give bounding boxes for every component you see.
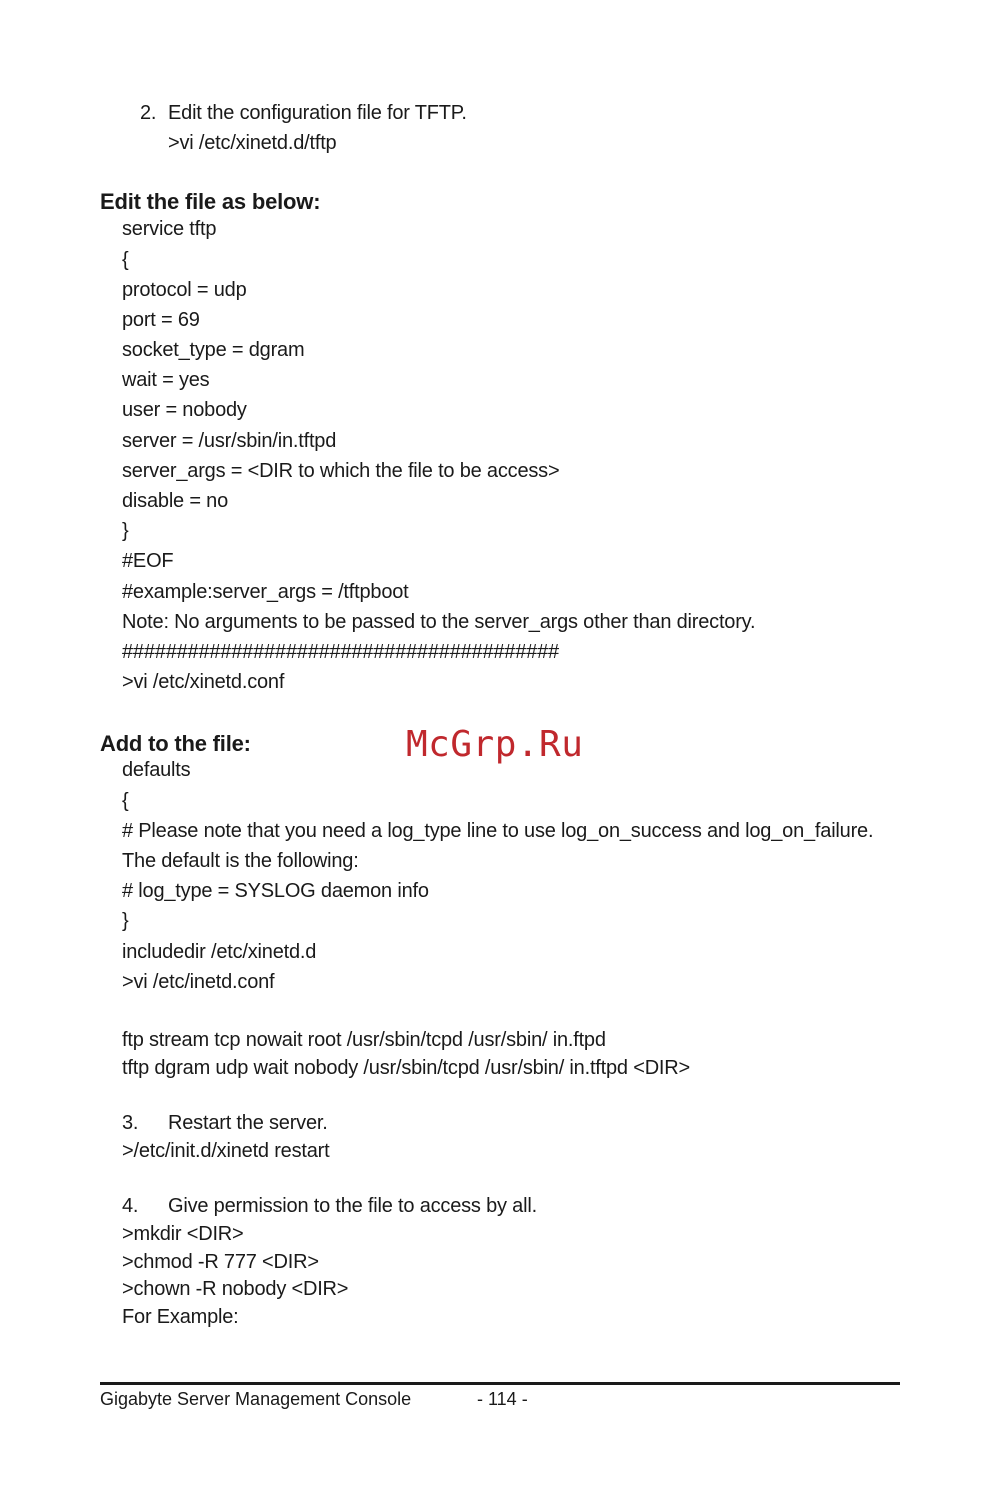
code-line: server_args = <DIR to which the file to be access> [122,460,560,482]
code-line: disable = no [122,490,229,512]
code-line: server = /usr/sbin/in.tftpd [122,430,337,452]
code-line: defaults [122,759,191,781]
watermark-logo: McGrp.Ru [406,724,584,765]
code-line: #EOF [122,550,174,572]
step-4-text: Give permission to the file to access by all. [168,1195,537,1217]
code-line: The default is the following: [122,850,359,872]
step-3-number: 3. [122,1112,139,1134]
code-line: { [122,790,129,812]
code-line: } [122,520,129,542]
code-line: user = nobody [122,399,247,421]
code-line: port = 69 [122,309,200,331]
code-line: service tftp [122,218,217,240]
code-line: #example:server_args = /tftpboot [122,581,409,603]
footer-divider [100,1382,900,1385]
code-line: } [122,910,129,932]
step-2-command: >vi /etc/xinetd.d/tftp [168,132,337,154]
step-4-command: >chmod -R 777 <DIR> [122,1251,319,1273]
step-4-command: >chown -R nobody <DIR> [122,1278,349,1300]
step-3-command: >/etc/init.d/xinetd restart [122,1140,330,1162]
section-heading-edit-file: Edit the file as below: [100,189,321,214]
code-line: # Please note that you need a log_type line to use log_on_success and log_on_failure. [122,820,874,842]
code-line: includedir /etc/xinetd.d [122,941,317,963]
step-2-text: Edit the configuration file for TFTP. [168,102,467,124]
step-4-number: 4. [122,1195,139,1217]
hash-separator: ######################################## [122,641,559,663]
footer-title: Gigabyte Server Management Console [100,1389,412,1409]
code-line: >vi /etc/xinetd.conf [122,671,285,693]
inetd-line: ftp stream tcp nowait root /usr/sbin/tcpd /usr/sbin/ in.ftpd [122,1029,606,1051]
code-line: >vi /etc/inetd.conf [122,971,275,993]
footer-page-number: - 114 - [477,1389,528,1409]
step-2-number: 2. [140,102,157,124]
code-line: # log_type = SYSLOG daemon info [122,880,429,902]
section-heading-add-to-file: Add to the file: [100,731,251,756]
inetd-line: tftp dgram udp wait nobody /usr/sbin/tcpd /usr/sbin/ in.tftpd <DIR> [122,1057,691,1079]
step-4-example-label: For Example: [122,1306,239,1328]
step-3-text: Restart the server. [168,1112,328,1134]
code-line: { [122,249,129,271]
code-line: protocol = udp [122,279,247,301]
code-line: socket_type = dgram [122,339,305,361]
note-line: Note: No arguments to be passed to the server_args other than directory. [122,611,756,633]
step-4-command: >mkdir <DIR> [122,1223,244,1245]
code-line: wait = yes [122,369,210,391]
